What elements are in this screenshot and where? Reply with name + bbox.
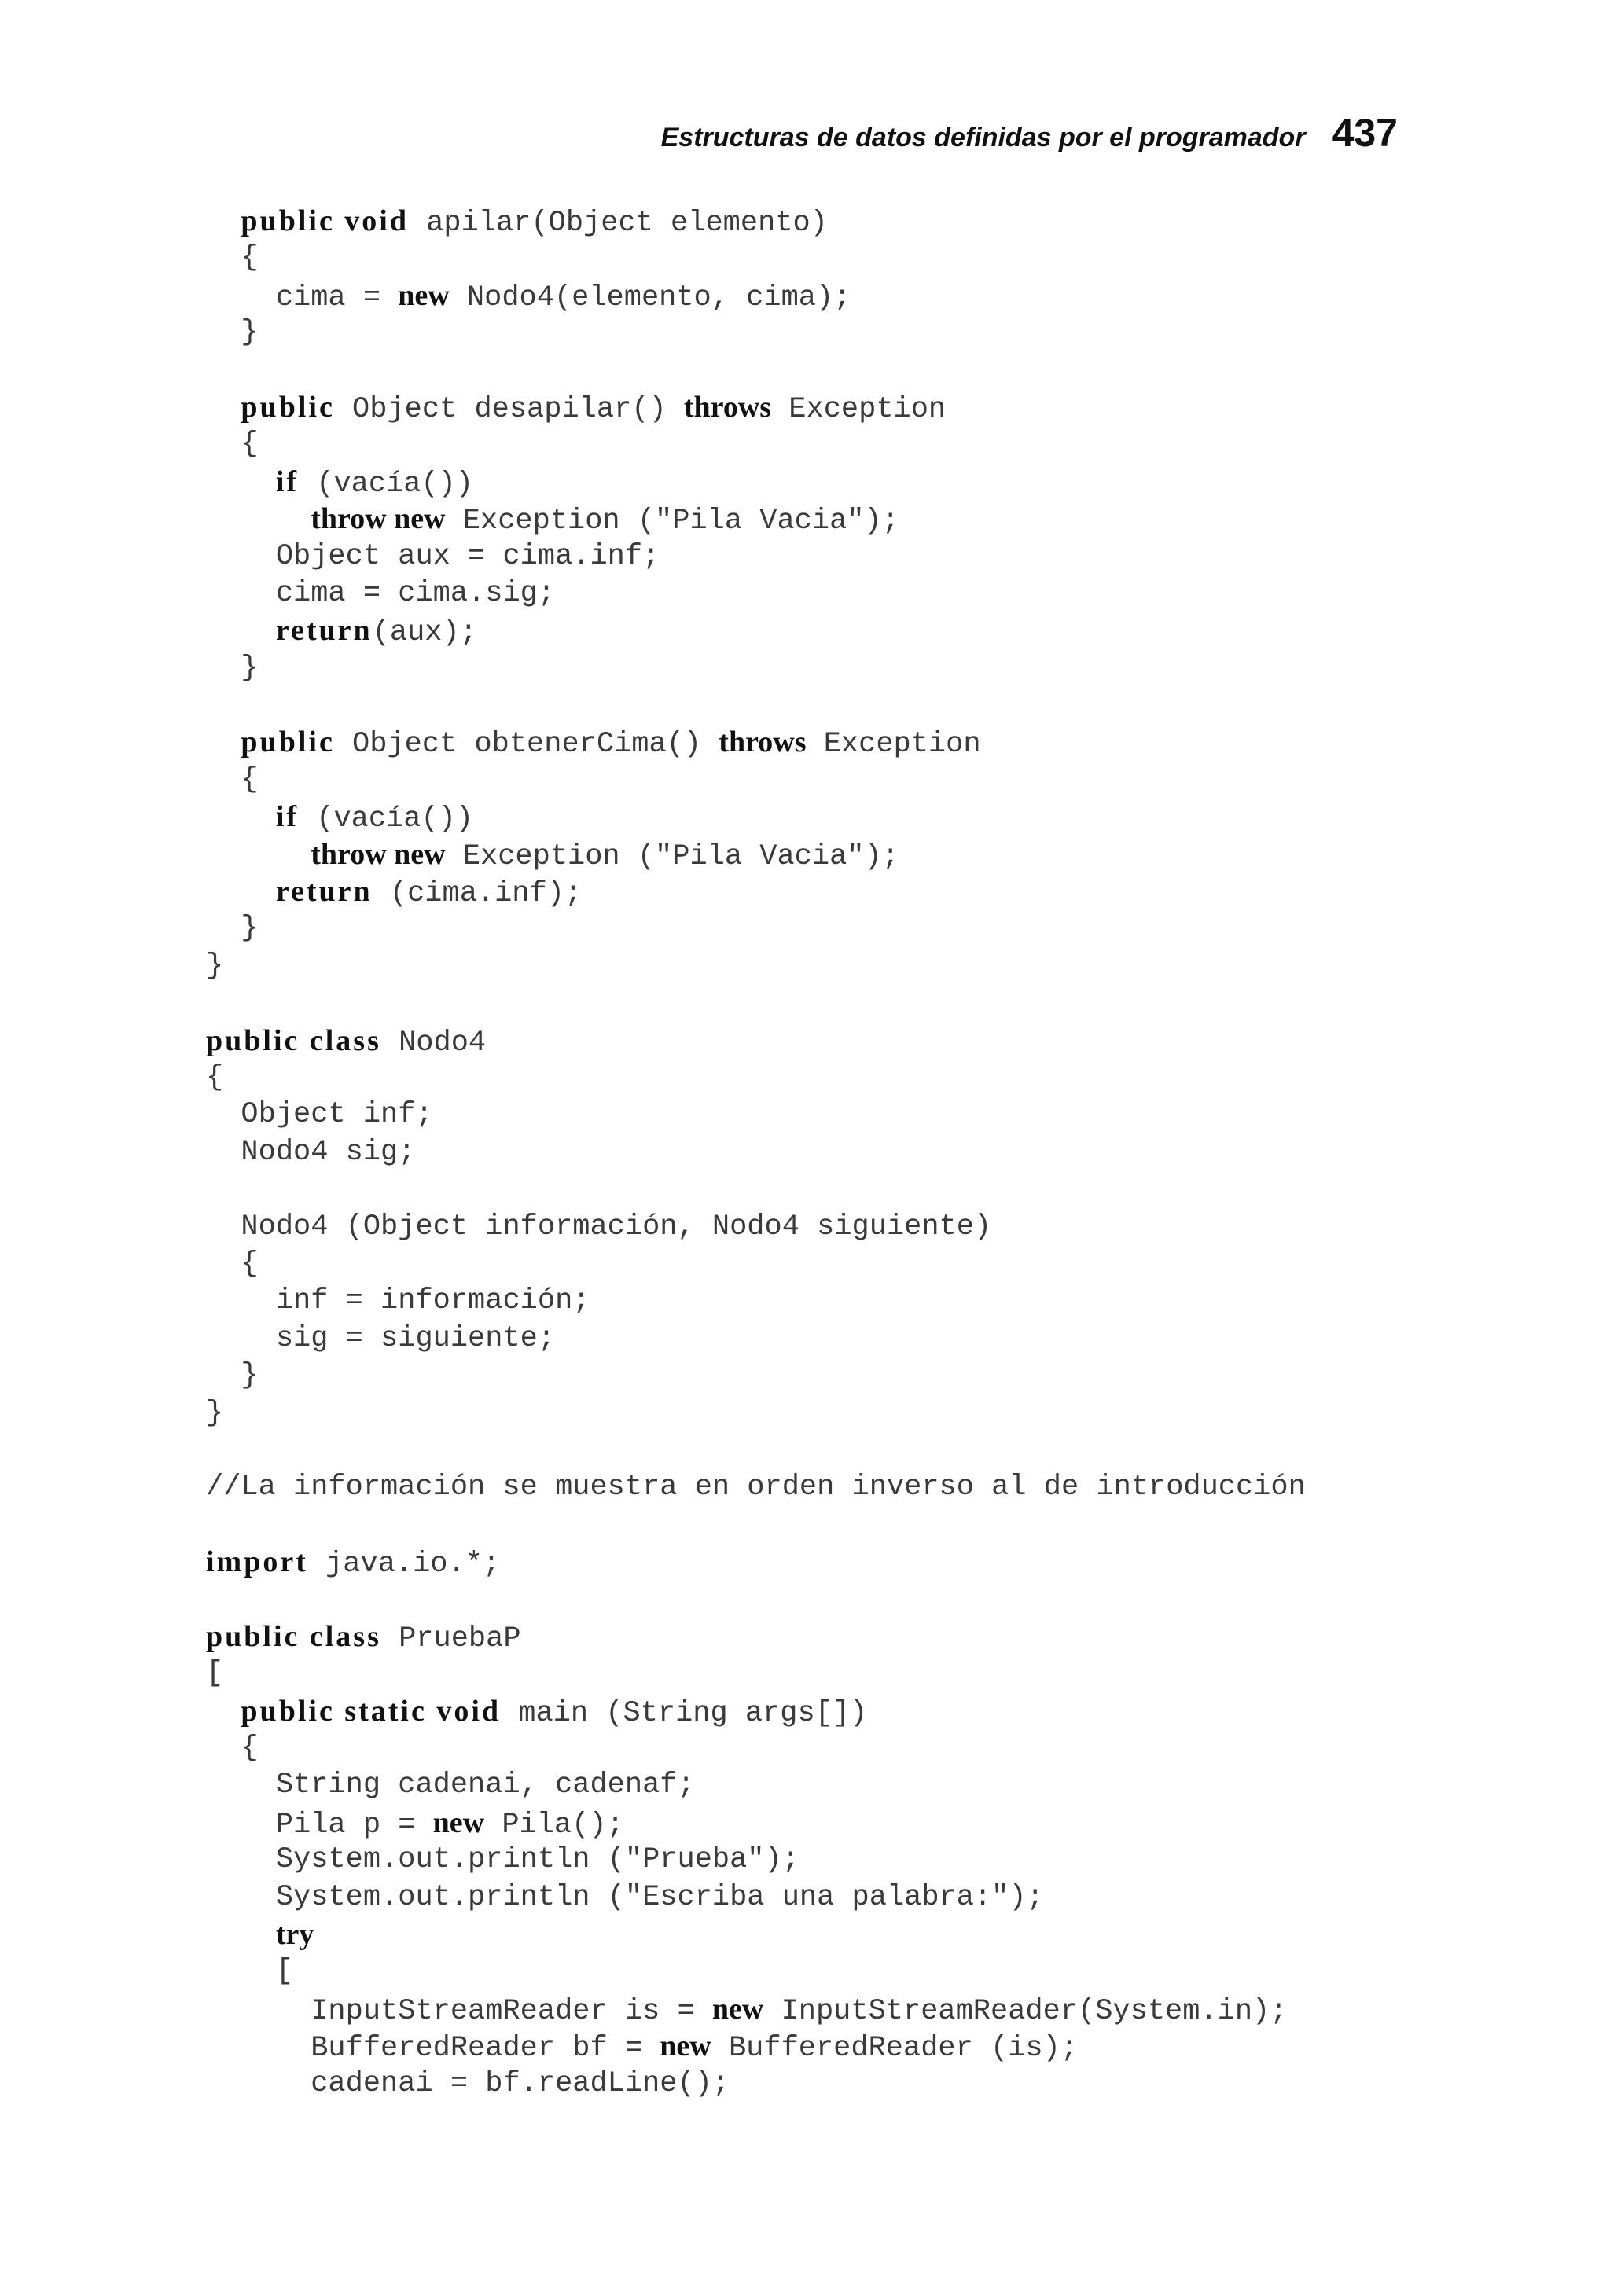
code-line — [206, 575, 1306, 612]
code-line — [206, 1283, 1306, 1320]
code-line — [206, 1321, 1306, 1357]
code-line — [206, 1805, 1306, 1842]
code-text: BufferedReader (is); — [711, 2032, 1079, 2066]
code-text: BufferedReader bf = — [206, 2032, 660, 2066]
code-line — [206, 1395, 1306, 1432]
code-line — [206, 240, 1306, 277]
code-line — [206, 1767, 1306, 1804]
keyword: new — [432, 1806, 485, 1839]
code-line — [206, 1060, 1306, 1097]
code-text: } — [206, 316, 259, 350]
code-line — [206, 426, 1306, 463]
code-text — [206, 840, 311, 873]
code-text: java.io.*; — [307, 1548, 501, 1581]
code-line — [206, 762, 1306, 799]
code-text: InputStreamReader(System.in); — [763, 1994, 1288, 2028]
code-text — [206, 393, 241, 426]
keyword: public class — [206, 1023, 381, 1057]
code-line — [206, 1507, 1306, 1544]
code-text — [206, 728, 241, 761]
code-line — [206, 203, 1306, 240]
keyword: public — [241, 726, 335, 759]
code-text — [206, 616, 276, 649]
code-text: //La información se muestra en orden inverso al de introducción — [206, 1471, 1306, 1504]
keyword: new — [398, 278, 450, 312]
code-line — [206, 1023, 1306, 1060]
code-text: (aux); — [372, 616, 477, 650]
code-line — [206, 873, 1306, 910]
keyword: new — [660, 2030, 711, 2063]
code-text: Exception — [806, 728, 981, 762]
code-text: main (String args[]) — [501, 1696, 868, 1730]
code-text — [206, 207, 241, 240]
code-line — [206, 650, 1306, 687]
code-line — [206, 1618, 1306, 1655]
code-text: Exception — [771, 392, 947, 426]
code-text: { — [206, 428, 259, 461]
code-listing — [206, 203, 1306, 2103]
code-text: Exception ("Pila Vacia"); — [445, 839, 899, 873]
keyword: public class — [206, 1619, 381, 1653]
code-line — [206, 314, 1306, 351]
code-line — [206, 1544, 1306, 1581]
code-text: String cadenai, cadenaf; — [206, 1769, 695, 1802]
code-text: cadenai = bf.readLine(); — [206, 2066, 730, 2100]
code-text: System.out.println ("Prueba"); — [206, 1843, 799, 1877]
code-line — [206, 1879, 1306, 1916]
code-text: Object desapilar() — [334, 392, 684, 426]
code-line — [206, 1991, 1306, 2028]
code-text: inf = información; — [206, 1284, 590, 1318]
code-line — [206, 1953, 1306, 1990]
code-line — [206, 612, 1306, 649]
keyword: throw new — [311, 837, 446, 871]
code-line — [206, 2028, 1306, 2065]
code-text — [206, 468, 276, 501]
keyword: try — [275, 1917, 314, 1951]
code-text: apilar(Object elemento) — [409, 207, 828, 240]
keyword: return — [275, 875, 373, 909]
code-line — [206, 948, 1306, 985]
code-line — [206, 1655, 1306, 1692]
code-line — [206, 985, 1306, 1022]
code-line — [206, 1432, 1306, 1469]
code-text: Nodo4 — [380, 1026, 487, 1060]
code-text: { — [206, 1247, 259, 1280]
keyword: return — [275, 614, 373, 648]
code-text — [206, 1920, 276, 1953]
code-line — [206, 1357, 1306, 1394]
keyword: import — [206, 1545, 308, 1579]
code-line — [206, 799, 1306, 836]
keyword: public — [241, 390, 335, 424]
code-text: Exception ("Pila Vacia"); — [445, 505, 899, 538]
code-line — [206, 724, 1306, 761]
code-line — [206, 1469, 1306, 1506]
code-line — [206, 1134, 1306, 1171]
code-text: Nodo4 (Object información, Nodo4 siguiente) — [206, 1210, 992, 1244]
code-text: } — [206, 651, 259, 685]
code-text: { — [206, 1732, 259, 1765]
code-line — [206, 389, 1306, 426]
code-line — [206, 910, 1306, 947]
code-text — [206, 877, 276, 910]
code-text: Object obtenerCima() — [334, 728, 719, 762]
code-line — [206, 538, 1306, 575]
keyword: public static void — [241, 1694, 502, 1728]
code-text: Object aux = cima.inf; — [206, 539, 660, 573]
keyword: new — [711, 1992, 764, 2026]
keyword: public void — [241, 204, 409, 237]
code-text: (vacía()) — [299, 467, 474, 501]
code-line — [206, 501, 1306, 538]
code-line — [206, 1171, 1306, 1208]
code-line — [206, 687, 1306, 724]
code-text: InputStreamReader is = — [206, 1994, 712, 2028]
code-text: Pila p = — [206, 1808, 433, 1842]
code-line — [206, 1693, 1306, 1730]
keyword: if — [275, 465, 300, 498]
page-number: 437 — [1332, 111, 1398, 155]
code-text: } — [206, 1359, 259, 1393]
keyword: throws — [683, 390, 772, 424]
code-line — [206, 1097, 1306, 1133]
code-line — [206, 1246, 1306, 1283]
code-text: PruebaP — [380, 1622, 521, 1655]
code-line — [206, 2066, 1306, 2103]
code-line — [206, 836, 1306, 873]
code-text: (cima.inf); — [372, 877, 583, 911]
keyword: throws — [719, 726, 807, 759]
code-text: { — [206, 1060, 224, 1094]
code-text: cima = — [206, 281, 399, 314]
code-text: cima = cima.sig; — [206, 576, 556, 610]
chapter-title: Estructuras de datos definidas por el programador — [660, 123, 1306, 152]
keyword: throw new — [311, 502, 446, 536]
code-text: } — [206, 949, 224, 983]
code-line — [206, 352, 1306, 389]
code-text: [ — [206, 1657, 224, 1691]
code-text: (vacía()) — [299, 803, 474, 836]
code-text: Object inf; — [206, 1098, 433, 1132]
code-text: Nodo4(elemento, cima); — [449, 281, 851, 314]
code-text — [206, 505, 311, 538]
code-line — [206, 1842, 1306, 1879]
code-line — [206, 1581, 1306, 1618]
code-text: Nodo4 sig; — [206, 1135, 416, 1169]
running-header — [0, 110, 1398, 156]
code-text: [ — [206, 1955, 294, 1989]
code-text — [206, 1697, 241, 1730]
code-text: } — [206, 912, 259, 946]
code-line — [206, 1730, 1306, 1767]
code-line — [206, 1209, 1306, 1246]
keyword: if — [275, 800, 300, 834]
code-text: { — [206, 241, 259, 275]
code-text: { — [206, 762, 259, 796]
code-text — [206, 803, 276, 836]
code-line — [206, 464, 1306, 501]
code-text: Pila(); — [484, 1808, 624, 1842]
code-text: sig = siguiente; — [206, 1321, 556, 1355]
code-text: System.out.println ("Escriba una palabra:"); — [206, 1880, 1044, 1914]
code-line — [206, 277, 1306, 314]
code-text: } — [206, 1396, 224, 1430]
code-line — [206, 1916, 1306, 1953]
